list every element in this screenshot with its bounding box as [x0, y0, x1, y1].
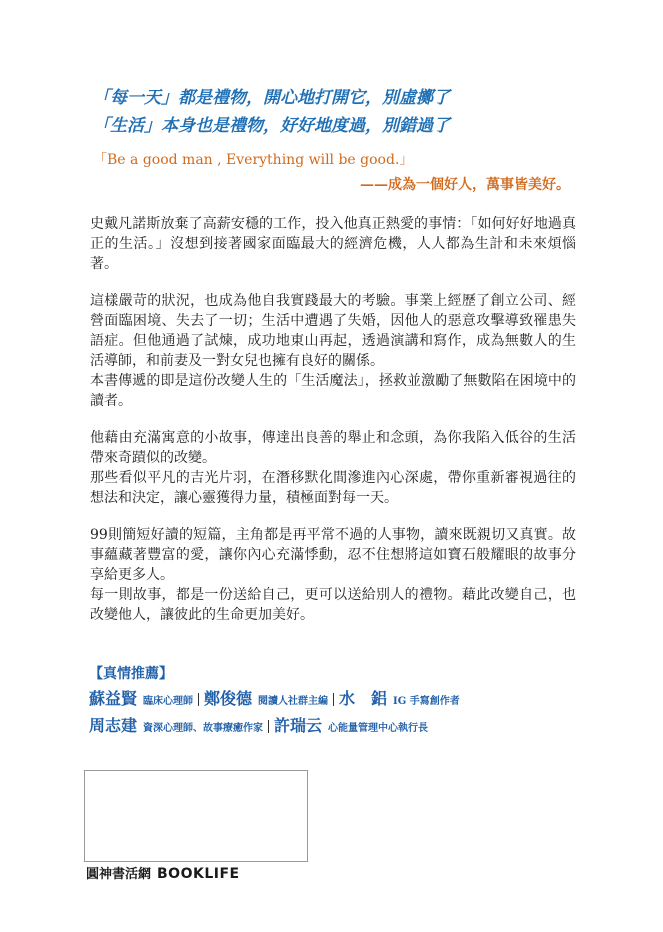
recommend-line-1 — [89, 688, 460, 713]
paragraph-3a: 他藉由充滿寓意的小故事，傳達出良善的舉止和念頭，為你我陷入低谷的生活帶來奇蹟似的改變。 — [90, 430, 576, 466]
recommender-title: 資深心理師、故事療癒作家 — [143, 723, 264, 734]
paragraph-2b: 本書傳遞的即是這份改變人生的「生活魔法」，拯救並激勵了無數陷在困境中的讀者。 — [90, 373, 576, 409]
recommend-header: 【真情推薦】 — [89, 666, 173, 682]
paragraph-3b: 那些看似平凡的吉光片羽，在潛移默化間滲進內心深處，帶你重新審視過往的想法和決定，讓心靈獲得力量，積極面對每一天。 — [90, 470, 576, 506]
separator — [198, 693, 199, 706]
recommender-name: 鄭俊德 — [204, 689, 253, 708]
paragraph-4b: 每一則故事，都是一份送給自己，更可以送給別人的禮物。藉此改變自己，也改變他人，讓彼此的生命更加美好。 — [90, 587, 576, 623]
headline-line-2: 「生活」本身也是禮物，好好地度過，別錯過了 — [93, 116, 450, 136]
recommender-name: 蘇益賢 — [89, 689, 138, 708]
recommender-name: 周志建 — [89, 716, 138, 735]
logo-english: BOOKLIFE — [157, 866, 240, 882]
recommender-title: 閱讀人社群主編 — [258, 696, 329, 707]
image-placeholder-box — [84, 770, 308, 862]
logo-chinese: 圓神書活網 — [86, 867, 152, 882]
recommend-line-2 — [89, 715, 428, 740]
paragraph-1: 史戴凡諾斯放棄了高薪安穩的工作，投入他真正熱愛的事情：「如何好好地過真正的生活。」沒想到接著國家面臨最大的經濟危機，人人都為生計和未來煩惱著。 — [90, 216, 576, 272]
recommender-name: 許瑞云 — [274, 716, 323, 735]
paragraph-2a: 這樣嚴苛的狀況，也成為他自我實踐最大的考驗。事業上經歷了創立公司、經營面臨困境、失去了一切；生活中遭遇了失婚，因他人的惡意攻擊導致罹患失語症。但他通過了試煉，成功地東山再起，透過演講和寫作，成為無數人的生活導師，和前妻及一對女兒也擁有良好的關係。 — [90, 293, 576, 369]
separator — [268, 720, 269, 733]
recommender-name: 水 鋁 — [339, 689, 388, 708]
recommender-title: 心能量管理中心執行長 — [328, 723, 429, 734]
english-quote: 「Be a good man , Everything will be good.」 — [93, 152, 414, 168]
publisher-logo — [86, 864, 240, 884]
paragraph-4a: 99則簡短好讀的短篇，主角都是再平常不過的人事物，讀來既親切又真實。故事蘊藏著豐富的愛，讓你內心充滿悸動，忍不住想將這如寶石般耀眼的故事分享給更多人。 — [90, 527, 576, 583]
headline-line-1: 「每一天」都是禮物，開心地打開它，別虛擲了 — [93, 88, 450, 108]
recommender-title: 臨床心理師 — [143, 696, 194, 707]
chinese-quote: ——成為一個好人，萬事皆美好。 — [360, 177, 570, 193]
recommender-title: IG 手寫創作者 — [393, 696, 460, 707]
separator — [333, 693, 334, 706]
description-body — [90, 214, 576, 625]
